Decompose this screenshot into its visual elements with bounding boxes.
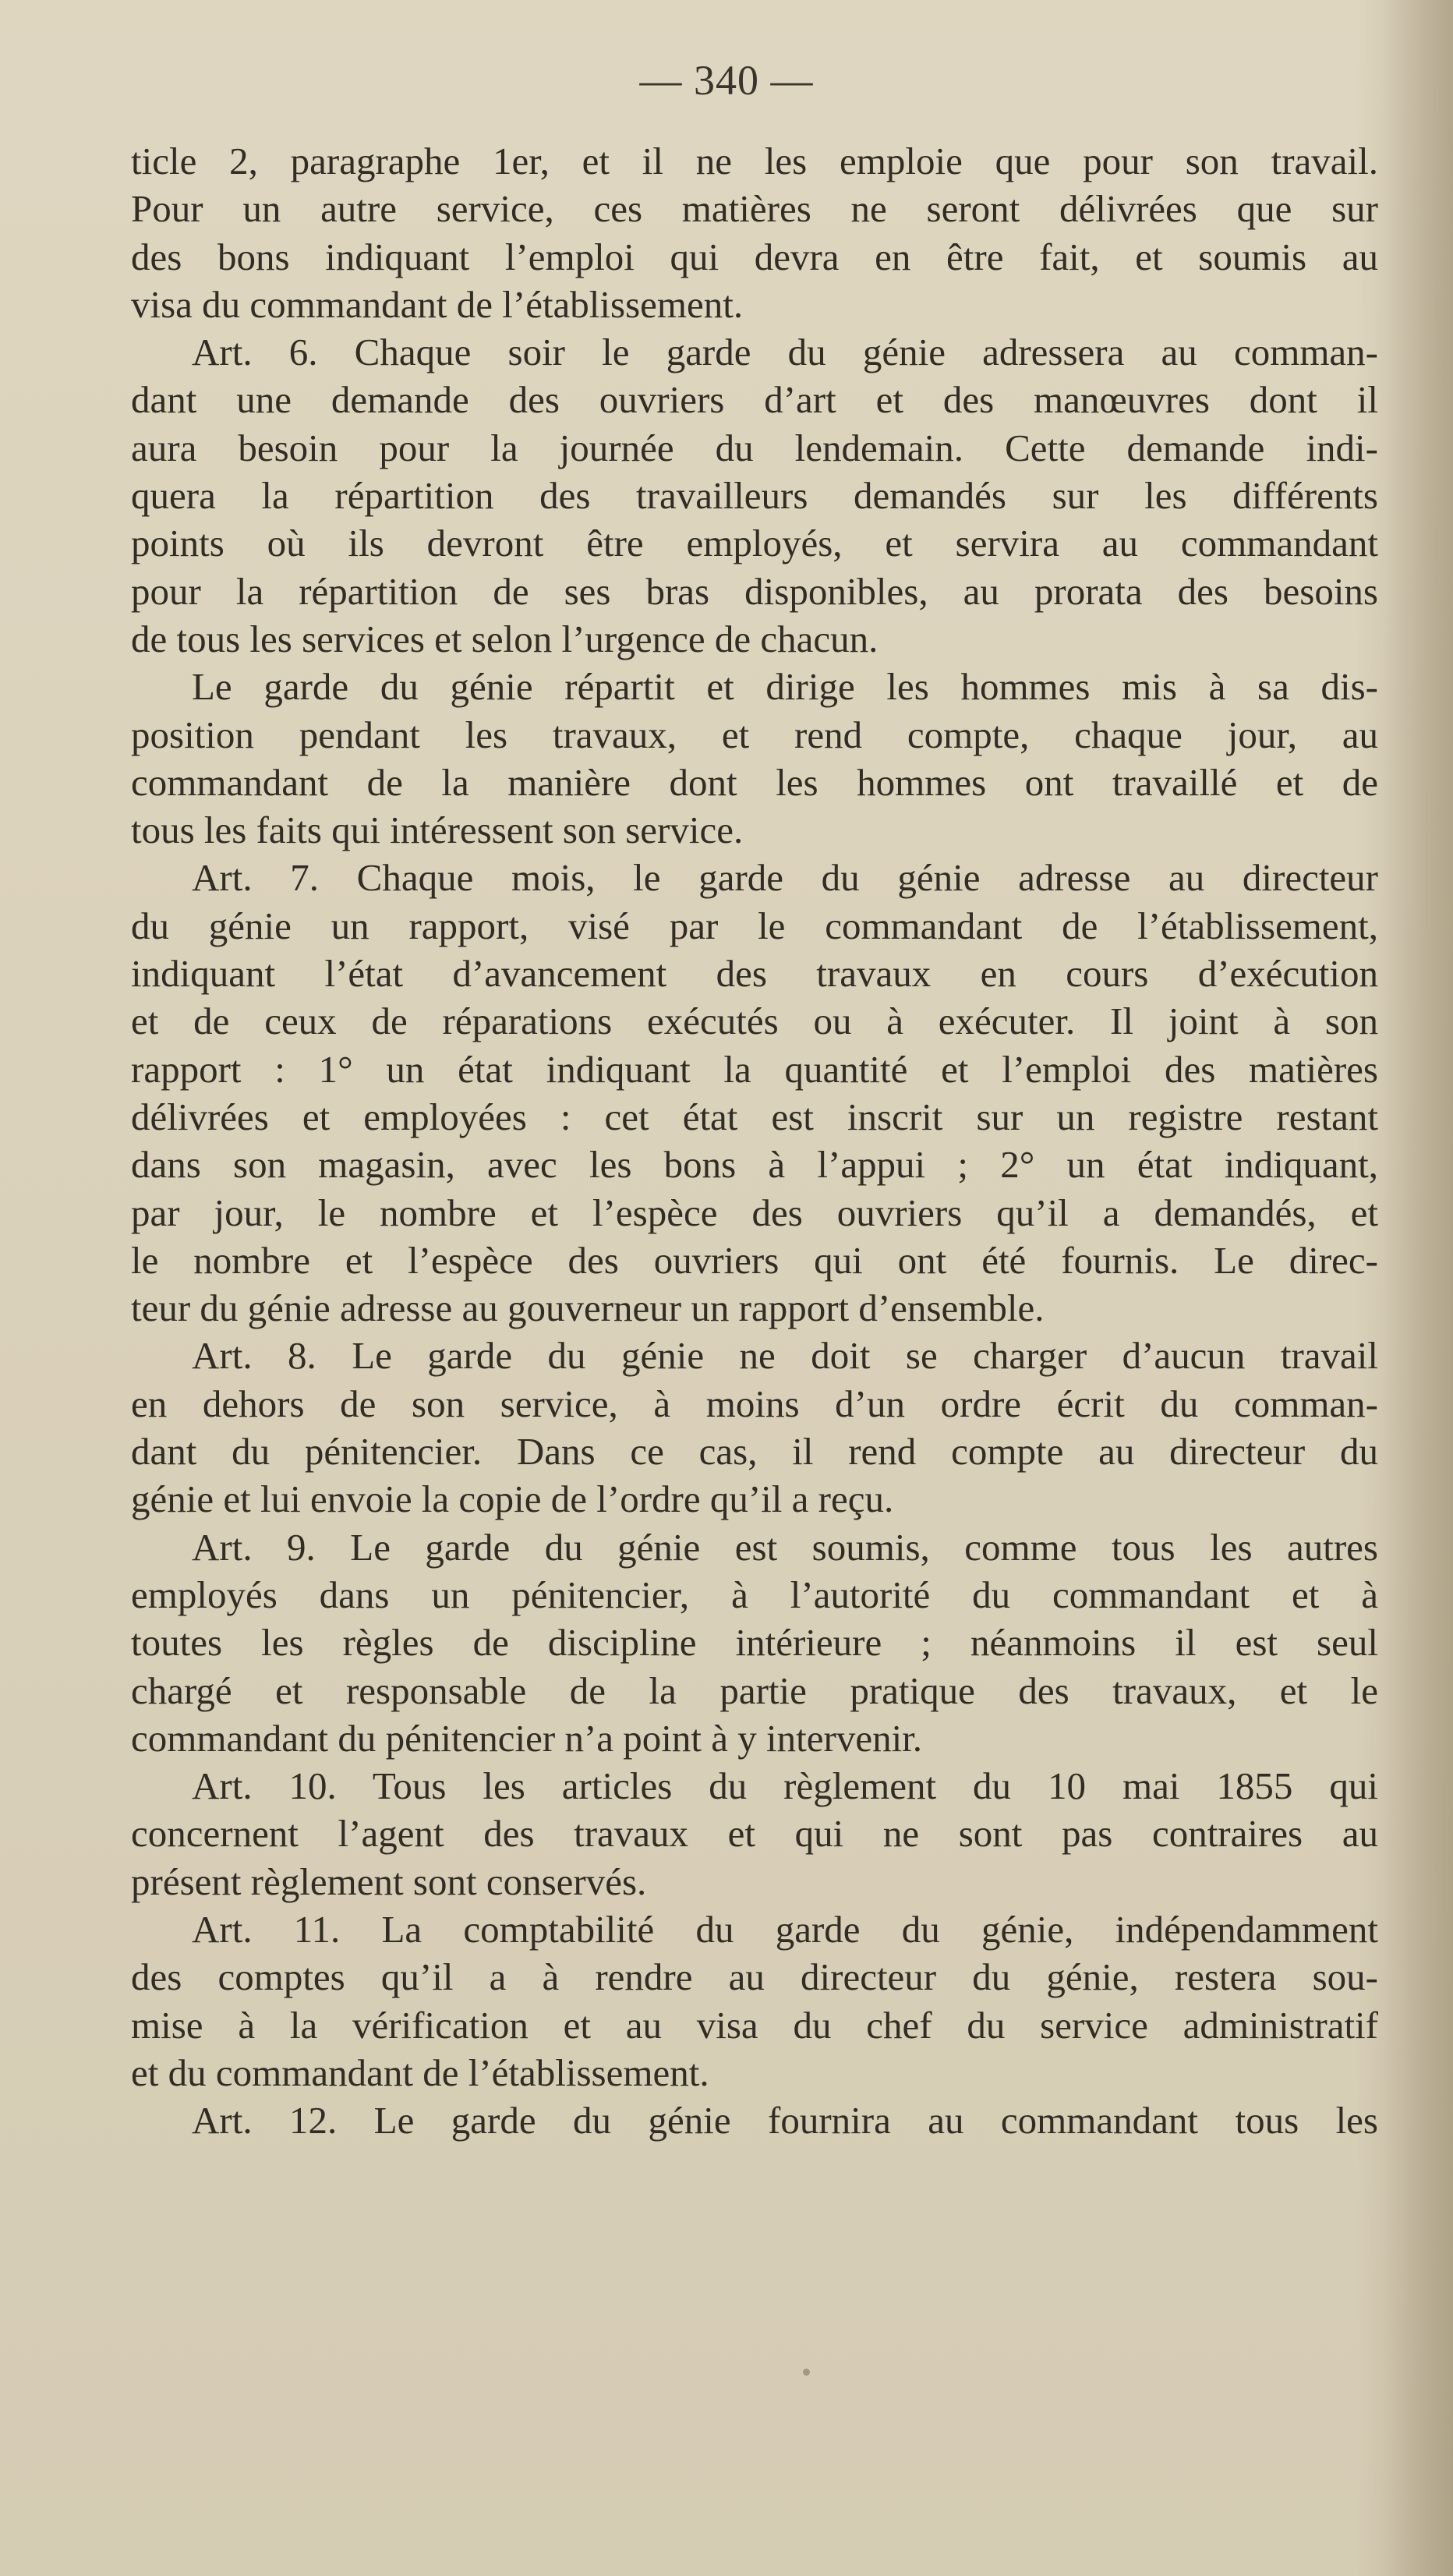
text-line: du génie un rapport, visé par le commandant de l’établissement,: [131, 904, 1378, 947]
text-line: tous les faits qui intéressent son service.: [131, 809, 744, 852]
text-line: Art. 12. Le garde du génie fournira au commandant tous les: [192, 2099, 1378, 2143]
text-line: indiquant l’état d’avancement des travaux en cours d’exécution: [131, 952, 1378, 996]
page-number: — 340 —: [639, 57, 814, 104]
text-line: génie et lui envoie la copie de l’ordre qu’il a reçu.: [131, 1477, 894, 1521]
text-line: position pendant les travaux, et rend compte, chaque jour, au: [131, 713, 1378, 756]
text-line: Art. 7. Chaque mois, le garde du génie adresse au directeur: [192, 856, 1378, 900]
text-line: Art. 9. Le garde du génie est soumis, comme tous les autres: [192, 1525, 1378, 1569]
text-line: teur du génie adresse au gouverneur un rapport d’ensemble.: [131, 1286, 1045, 1330]
text-line: délivrées et employées : cet état est inscrit sur un registre restant: [131, 1095, 1378, 1138]
text-line: des bons indiquant l’emploi qui devra en être fait, et soumis au: [131, 235, 1378, 278]
text-line: quera la répartition des travailleurs demandés sur les différents: [131, 474, 1378, 518]
text-line: pour la répartition de ses bras disponibles, au prorata des besoins: [131, 569, 1378, 613]
text-line: le nombre et l’espèce des ouvriers qui ont été fournis. Le direc-: [131, 1238, 1378, 1282]
page-edge-shadow: [1383, 0, 1453, 2576]
text-line: mise à la vérification et au visa du chef du service administratif: [131, 2003, 1378, 2047]
text-line: en dehors de son service, à moins d’un ordre écrit du comman-: [131, 1382, 1378, 1425]
text-line: Art. 6. Chaque soir le garde du génie adressera au comman-: [192, 331, 1378, 374]
text-line: dans son magasin, avec les bons à l’appui ; 2° un état indiquant,: [131, 1143, 1378, 1187]
text-line: Art. 11. La comptabilité du garde du génie, indépendamment: [192, 1907, 1378, 1951]
text-line: Art. 10. Tous les articles du règlement du 10 mai 1855 qui: [192, 1764, 1378, 1808]
text-line: aura besoin pour la journée du lendemain. Cette demande indi-: [131, 426, 1378, 469]
text-line: concernent l’agent des travaux et qui ne sont pas contraires au: [131, 1812, 1378, 1856]
text-line: employés dans un pénitencier, à l’autorité du commandant et à: [131, 1573, 1378, 1616]
text-line: Pour un autre service, ces matières ne seront délivrées que sur: [131, 187, 1378, 231]
text-line: et de ceux de réparations exécutés ou à exécuter. Il joint à son: [131, 1000, 1378, 1043]
text-line: rapport : 1° un état indiquant la quantité et l’emploi des matières: [131, 1047, 1378, 1091]
body-text: [131, 137, 1378, 2144]
text-line: et du commandant de l’établissement.: [131, 2051, 709, 2094]
text-line: des comptes qu’il a à rendre au directeur du génie, restera sou-: [131, 1955, 1378, 1999]
text-line: visa du commandant de l’établissement.: [131, 282, 744, 326]
text-line: dant une demande des ouvriers d’art et des manœuvres dont il: [131, 378, 1378, 422]
paper-speck: [803, 2369, 810, 2376]
text-line: points où ils devront être employés, et servira au commandant: [131, 522, 1378, 565]
text-line: présent règlement sont conservés.: [131, 1859, 647, 1903]
text-line: dant du pénitencier. Dans ce cas, il rend compte au directeur du: [131, 1430, 1378, 1474]
text-line: Art. 8. Le garde du génie ne doit se charger d’aucun travail: [192, 1334, 1378, 1378]
text-line: chargé et responsable de la partie pratique des travaux, et le: [131, 1668, 1378, 1712]
text-line: par jour, le nombre et l’espèce des ouvriers qu’il a demandés, et: [131, 1191, 1378, 1234]
text-line: commandant de la manière dont les hommes ont travaillé et de: [131, 760, 1378, 804]
text-line: toutes les règles de discipline intérieure ; néanmoins il est seul: [131, 1621, 1378, 1665]
text-line: ticle 2, paragraphe 1er, et il ne les emploie que pour son travail.: [131, 140, 1378, 182]
text-line: Le garde du génie répartit et dirige les hommes mis à sa dis-: [192, 665, 1378, 709]
text-line: commandant du pénitencier n’a point à y intervenir.: [131, 1716, 923, 1760]
text-line: de tous les services et selon l’urgence de chacun.: [131, 617, 879, 660]
